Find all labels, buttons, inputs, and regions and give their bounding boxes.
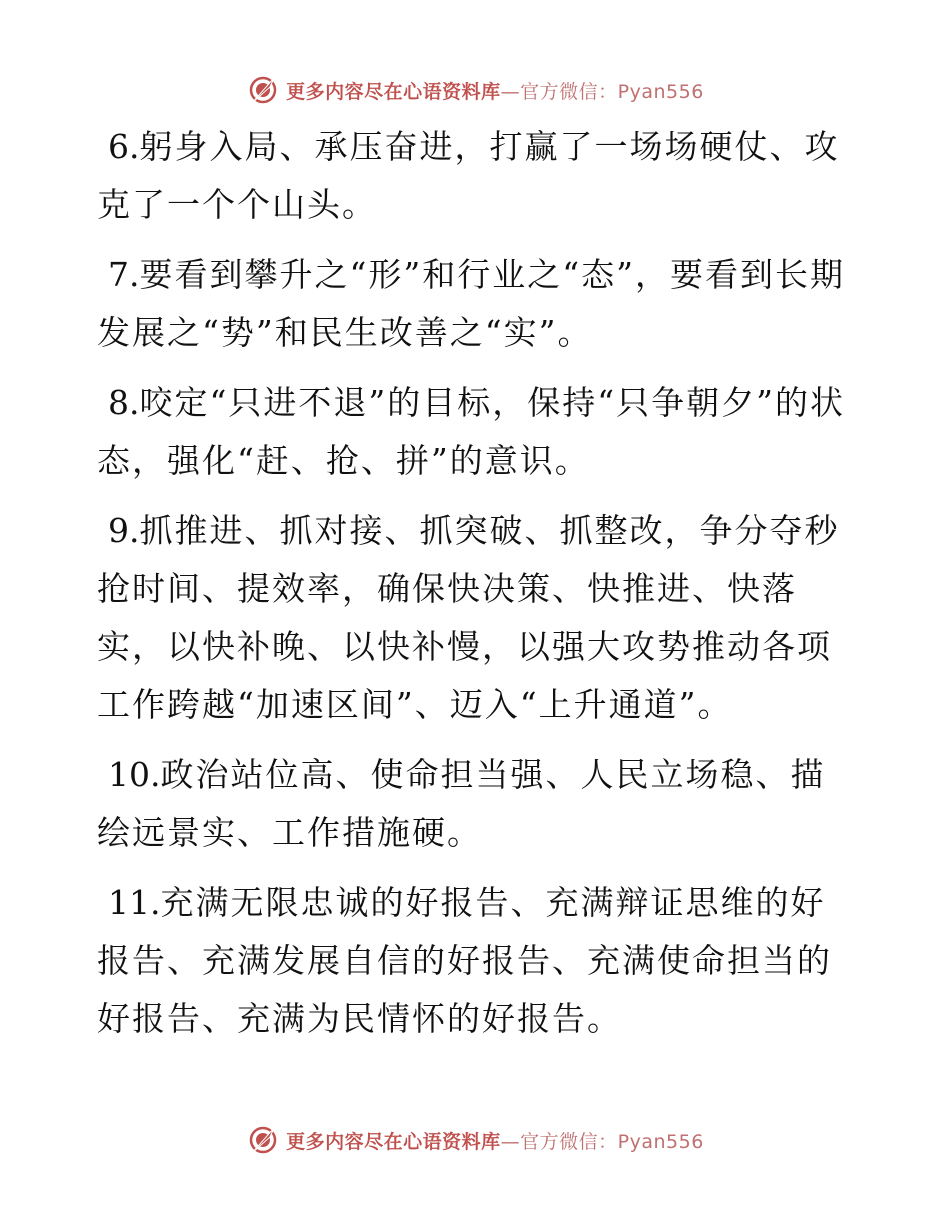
list-item <box>97 746 857 862</box>
document-body <box>97 118 857 1060</box>
item-text: 政治站位高、使命担当强、人民立场稳、描绘远景实、工作措施硬。 <box>97 755 826 852</box>
banner-text <box>286 77 704 104</box>
quill-pen-logo-icon <box>246 1123 280 1157</box>
list-item <box>97 874 857 1048</box>
banner-dash: — <box>500 80 521 103</box>
banner-main-text: 更多内容尽在心语资料库 <box>286 1130 501 1153</box>
item-number: 10. <box>108 755 161 794</box>
list-item <box>97 502 857 734</box>
banner-sub-text: 官方微信：Pyan556 <box>520 80 704 103</box>
item-number: 6. <box>108 127 140 166</box>
list-item <box>97 246 857 362</box>
item-number: 11. <box>108 883 161 922</box>
item-text: 抓推进、抓对接、抓突破、抓整改，争分夺秒抢时间、提效率，确保快决策、快推进、快落实，以快补晚、以快补慢，以强大攻势推动各项工作跨越“加速区间”、迈入“上升通道”。 <box>97 511 840 724</box>
footer-banner <box>0 1120 950 1160</box>
banner-dash: — <box>500 1130 521 1153</box>
banner-main-text: 更多内容尽在心语资料库 <box>286 80 501 103</box>
list-item <box>97 374 857 490</box>
item-number: 7. <box>108 255 140 294</box>
banner-sub-text: 官方微信：Pyan556 <box>520 1130 704 1153</box>
item-number: 9. <box>108 511 140 550</box>
item-number: 8. <box>108 383 140 422</box>
item-text: 咬定“只进不退”的目标，保持“只争朝夕”的状态，强化“赶、抢、拼”的意识。 <box>97 383 845 480</box>
item-text: 要看到攀升之“形”和行业之“态”，要看到长期发展之“势”和民生改善之“实”。 <box>97 255 845 352</box>
banner-text <box>286 1127 704 1154</box>
header-banner <box>0 70 950 110</box>
quill-pen-logo-icon <box>246 73 280 107</box>
item-text: 躬身入局、承压奋进，打赢了一场场硬仗、攻克了一个个山头。 <box>97 127 840 224</box>
list-item <box>97 118 857 234</box>
item-text: 充满无限忠诚的好报告、充满辩证思维的好报告、充满发展自信的好报告、充满使命担当的好报告、充满为民情怀的好报告。 <box>97 883 832 1038</box>
